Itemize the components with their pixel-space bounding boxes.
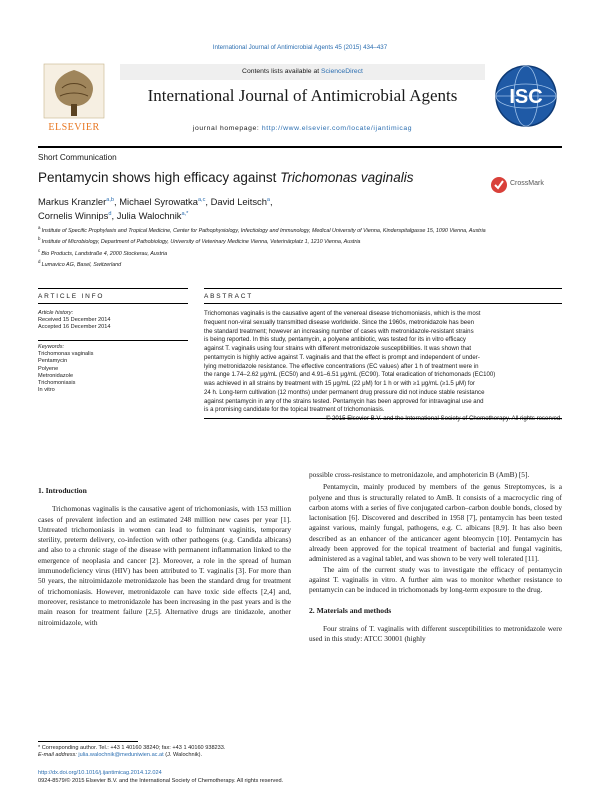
publisher-name: ELSEVIER <box>48 122 100 133</box>
title-text: Pentamycin shows high efficacy against <box>38 170 281 185</box>
sciencedirect-link[interactable]: ScienceDirect <box>321 68 363 75</box>
abstract-bottom-rule <box>204 418 562 419</box>
author-affiliation-mark[interactable]: a <box>266 197 271 203</box>
abstract-rule <box>204 288 562 289</box>
author-list: Markus Kranzler$^{a,b}$, Michael Syrowatka$^{a,c}$, David Leitsch$^a$, Cornelis Winnips$^d$, Julia Walochnik$^{a,*}$ <box>38 196 273 222</box>
email-suffix: (J. Walochnik). <box>163 752 203 759</box>
abstract-line: pentamycin is highly active against T. vaginalis and that the effect is prompt and independent of under- <box>204 353 480 361</box>
isc-logo[interactable] <box>490 60 562 138</box>
journal-title: International Journal of Antimicrobial Agents <box>147 86 458 105</box>
affiliation-mark: b <box>38 236 42 242</box>
email-line <box>38 752 338 759</box>
issn-copyright: 0924-8579/© 2015 Elsevier B.V. and the International Society of Chemotherapy. All rights reserved. <box>38 778 284 784</box>
abstract-line: the standard treatment; however an increasing number of cases with metronidazole-resistant strains <box>204 327 474 335</box>
abstract-line: frequent non-viral sexually transmitted disease worldwide. Since the 1960s, metronidazole has been <box>204 318 474 326</box>
elsevier-logo[interactable] <box>38 60 110 138</box>
author-name[interactable]: Michael Syrowatka <box>119 196 198 208</box>
right-column <box>309 470 562 644</box>
keywords-list <box>38 351 188 394</box>
affiliation-mark: c <box>38 247 42 253</box>
affiliation-item <box>38 247 488 258</box>
history-label: Article history: <box>38 310 74 316</box>
abstract-copyright: © 2015 Elsevier B.V. and the International Society of Chemotherapy. All rights reserved. <box>325 415 562 422</box>
author-affiliation-mark[interactable]: a,c <box>197 197 206 203</box>
affiliation-mark: d <box>38 259 42 265</box>
keyword-item: Metronidazole <box>38 372 74 379</box>
author-name[interactable]: David Leitsch <box>210 196 267 208</box>
abstract-line: lying metronidazole resistance. The effective concentrations (EC values) after 1 h of treatment were in <box>204 362 479 370</box>
corresponding-author: * Corresponding author. Tel.: +43 1 40160 38240; fax: +43 1 40160 938233. <box>38 745 226 751</box>
crossmark-label: CrossMark <box>510 180 544 187</box>
journal-reference[interactable]: International Journal of Antimicrobial Agents 45 (2015) 434–437 <box>212 44 388 51</box>
article-info-heading: ARTICLE INFO <box>38 293 105 300</box>
affiliation-text: Lumavico AG, Basel, Switzerland <box>41 261 122 268</box>
affiliation-item <box>38 224 488 235</box>
abstract-line: is being reported. In this study, pentamycin, a polyene antibiotic, was tested for its in vitro efficacy <box>204 336 466 344</box>
contents-banner <box>120 64 485 80</box>
keywords-block <box>38 344 188 394</box>
affiliation-text: Institute of Specific Prophylaxis and Tropical Medicine, Center for Pathophysiology, Infectiology and Immunology, Medical University of Vienna, Kinderspitalgasse 15, 1090 Vienna, Austria <box>41 227 486 234</box>
abstract-line: against pentamycin in any of the strains tested. Pentamycin has been approved for intravaginal use and <box>204 397 484 405</box>
email-link[interactable]: julia.walochnik@meduniwien.ac.at <box>78 752 164 759</box>
right-paragraph-0: possible cross-resistance to metronidazole, and amphotericin B (AmB) [5]. <box>309 470 530 479</box>
abstract-line: the range 1.74–2.62 μg/mL (EC50) and 4.91–6.51 μg/mL (EC90). Total eradication of trichomonads (EC100) <box>204 371 496 379</box>
right-paragraph-2: The aim of the current study was to investigate the efficacy of pentamycin against T. vaginalis in vitro. A further aim was to monitor whether resistance to pentamycin can be induced in trichomonads by long-term exposure to the drug. <box>309 564 562 595</box>
keyword-item: Trichomoniasis <box>38 380 76 387</box>
author-affiliation-mark[interactable]: a,* <box>181 211 189 218</box>
abstract-line: Trichomonas vaginalis is the causative agent of the venereal disease trichomoniasis, which is the most <box>204 310 481 317</box>
homepage-label: journal homepage: <box>192 125 262 132</box>
affiliation-mark: a <box>38 225 42 230</box>
abstract-subrule <box>204 303 562 304</box>
intro-heading: 1. Introduction <box>38 486 87 495</box>
footnote-rule <box>38 741 138 742</box>
methods-paragraph: Four strains of T. vaginalis with different susceptibilities to metronidazole were used in this study: ATCC 30001 (highly <box>309 623 562 644</box>
contents-text: Contents lists available at <box>242 68 322 75</box>
methods-heading: 2. Materials and methods <box>309 605 392 615</box>
doi-link[interactable]: http://dx.doi.org/10.1016/j.ijantimicag.2014.12.024 <box>38 770 162 776</box>
keyword-item: Pentamycin <box>38 358 68 365</box>
left-column <box>38 486 291 628</box>
paper-title <box>38 170 413 185</box>
accepted-date: Accepted 16 December 2014 <box>38 324 111 331</box>
abstract-line: is a promising candidate for the topical treatment of trichomoniasis. <box>204 406 385 414</box>
email-label: E-mail address: <box>38 752 79 759</box>
info-subrule <box>38 303 188 304</box>
isc-letters: ISC <box>509 86 543 108</box>
journal-homepage <box>120 125 485 132</box>
keyword-item: In vitro <box>38 387 55 394</box>
right-paragraph-1: Pentamycin, mainly produced by members of the genus Streptomyces, is a polyene and thus is structurally related to AmB. It consists of a macrocyclic ring of carbon atoms with a series of five conjugated carbon–carbon double bonds, closed by lactonisation [6]. Discovered and described in 1958 [7], pentamycin has been tested against various, mainly fungal, pathogens, e.g. C. albicans [8,9]. It has also been described as an enhancer of the anticancer agent bleomycin [10]. Pentamycin has already been approved for the topical treatment of bacterial and fungal vaginitis, administered as a vaginal tablet, and was shown to be very well tolerated [11]. <box>309 482 562 564</box>
affiliations <box>38 224 488 270</box>
intro-paragraph: Trichomonas vaginalis is the causative agent of trichomoniasis, with 153 million cases of prevalent infection and an estimated 248 million new cases per year [1]. Untreated trichomoniasis in women can lead to fulminant vaginitis, temporary sterility, preterm delivery, co-infection with other pathogens (e.g. Candida albicans) and also to a chronic stage of the disease with permanent inflammation linked to the emergence of neoplasia and cancer [2]. Moreover, a role in the spread of human immunodeficiency virus (HIV) has been attributed to T. vaginalis [3]. For more than 50 years, the nitroimidazole metronidazole has been the standard drug for treatment of trichomoniasis. However, metronidazole can have toxic side effects [2,4] and, moreover, resistance to metronidazole has been increasing in the past years and is the main reason for treatment failure [2,5]. Alternative drugs are tinidazole, another nitroimidazole, with <box>38 504 291 627</box>
abstract-heading: ABSTRACT <box>204 293 254 300</box>
isc-globe-icon <box>490 60 562 138</box>
info-rule <box>38 288 188 289</box>
author-name[interactable]: Cornelis Winnips <box>38 210 109 222</box>
article-history <box>38 310 188 332</box>
abstract-lines <box>204 310 562 415</box>
author-affiliation-mark[interactable]: d <box>108 211 112 218</box>
affiliation-item <box>38 258 488 269</box>
abstract-line: against T. vaginalis using four strains with different metronidazole susceptibilities. It was shown that <box>204 345 472 352</box>
abstract-text <box>204 310 562 424</box>
abstract-line: was achieved in all strains by treatment with 15 μg/mL (22 μM) for 1 h or with ≥1 μg/mL (≥1.5 μM) for <box>204 380 475 387</box>
author-name[interactable]: Markus Kranzler <box>38 196 107 208</box>
header-rule <box>38 146 562 148</box>
keyword-item: Polyene <box>38 365 59 372</box>
homepage-link[interactable]: http://www.elsevier.com/locate/ijantimicag <box>261 125 413 132</box>
article-type: Short Communication <box>38 153 117 162</box>
keyword-item: Trichomonas vaginalis <box>38 351 94 358</box>
affiliation-item <box>38 235 488 246</box>
author-name[interactable]: Julia Walochnik <box>116 210 182 222</box>
affiliation-text: Institute of Microbiology, Department of Pathobiology, University of Veterinary Medicine Vienna, Veterinärplatz 1, 1210 Vienna, Austria <box>41 239 361 246</box>
author-affiliation-mark[interactable]: a,b <box>106 197 115 203</box>
keywords-rule <box>38 340 188 341</box>
received-date: Received 15 December 2014 <box>38 317 111 324</box>
abstract-line: 24 h. Long-term cultivation (12 months) under permanent drug pressure did not induce stable resistance <box>204 388 485 396</box>
footnote <box>38 745 338 759</box>
keywords-label: Keywords: <box>38 344 65 350</box>
crossmark-button[interactable] <box>490 176 552 194</box>
affiliation-text: Bio Products, Landstraße 4, 2000 Stockerau, Austria <box>41 250 168 257</box>
title-species: Trichomonas vaginalis <box>280 170 414 185</box>
